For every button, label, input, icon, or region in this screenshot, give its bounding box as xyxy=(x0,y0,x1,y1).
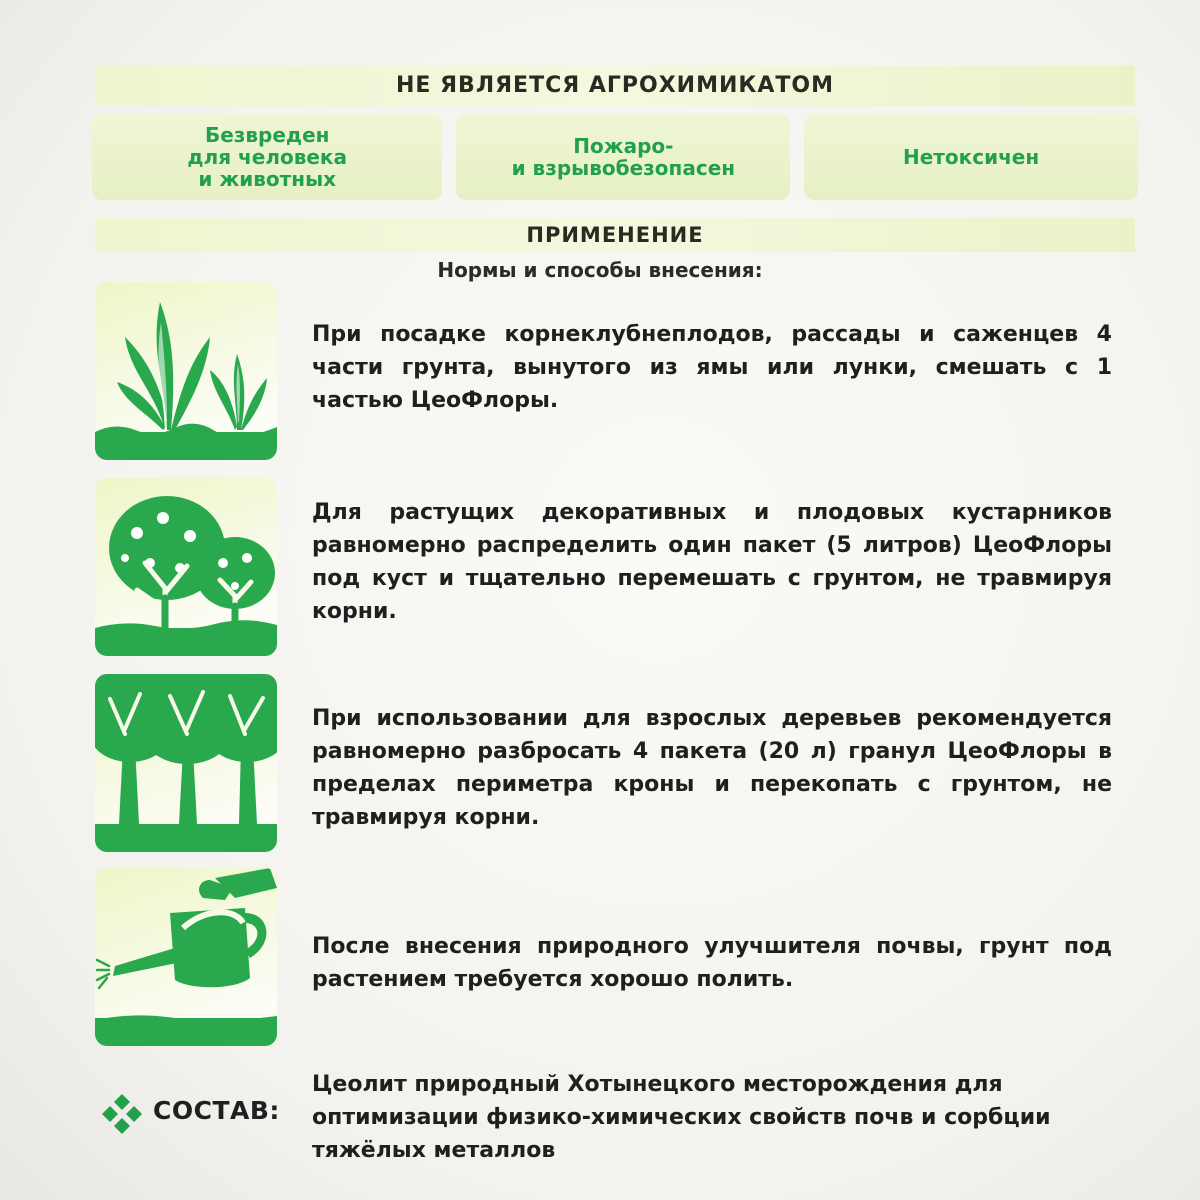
section-subtitle: Нормы и способы внесения: xyxy=(437,258,763,282)
header-title: НЕ ЯВЛЯЕТСЯ АГРОХИМИКАТОМ xyxy=(396,73,834,98)
badge-fireproof: Пожаро- и взрывобезопасен xyxy=(456,114,790,200)
trees-icon xyxy=(95,674,277,852)
composition-text: Цеолит природный Хотынецкого месторождения для оптимизации физико-химических свойств почв и сорбции тяжёлых металлов xyxy=(312,1072,1051,1163)
shrubs-icon xyxy=(95,478,277,656)
step-1-text: При посадке корнеклубнеплодов, рассады и саженцев 4 части грунта, вынутого из ямы или лунки, смешать с 1 частью ЦеоФлоры. xyxy=(312,322,1112,413)
section-band xyxy=(95,218,1135,252)
step-3-text: При использовании для взрослых деревьев рекомендуется равномерно разбросать 4 пакета (20 л) гранул ЦеоФлоры в пределах периметра кроны и перекопать с грунтом, не травмируя корни. xyxy=(312,706,1112,830)
composition-label: СОСТАВ: xyxy=(153,1096,280,1125)
composition-section xyxy=(95,1068,1135,1178)
diamond-bullet-icon xyxy=(99,1092,145,1138)
header-band xyxy=(95,66,1135,106)
step-4-text: После внесения природного улучшителя почвы, грунт под растением требуется хорошо полить. xyxy=(312,934,1112,992)
seedlings-icon xyxy=(95,282,277,460)
step-2-text: Для растущих декоративных и плодовых кустарников равномерно распределить один пакет (5 литров) ЦеоФлоры под куст и тщательно перемешать с грунтом, не травмируя корни. xyxy=(312,500,1112,624)
section-title: ПРИМЕНЕНИЕ xyxy=(526,223,704,247)
safety-badges xyxy=(92,114,1138,200)
watering-can-icon xyxy=(95,868,277,1046)
badge-nontoxic: Нетоксичен xyxy=(804,114,1138,200)
badge-harmless: Безвреден для человека и животных xyxy=(92,114,442,200)
